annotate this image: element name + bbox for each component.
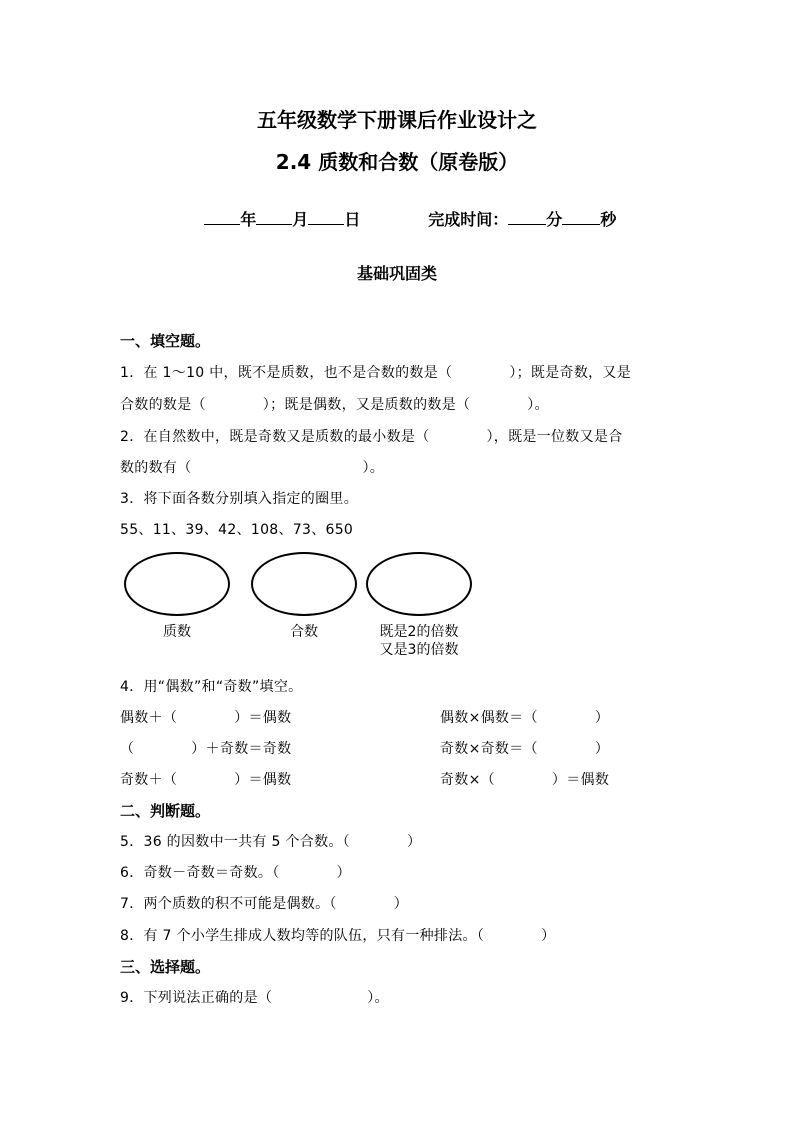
multiple-3-label: 又是3的倍数 [379,642,459,658]
month-blank [256,210,292,225]
second-label: 秒 [600,210,617,229]
category-heading: 基础巩固类 [356,264,437,283]
day-label: 日 [344,210,361,229]
year-label: 年 [240,210,257,229]
section-fill-blank: 一、填空题。 [120,332,211,350]
q4-line1: 4．用“偶数”和“奇数”填空。 [120,679,303,695]
year-blank [204,210,240,225]
composite-label: 合数 [290,624,318,640]
q4-row3-left: 奇数＋（ ）＝偶数 [120,772,292,788]
q3-line1: 3．将下面各数分别填入指定的圈里。 [120,491,359,507]
q4-row1-right: 偶数×偶数＝（ ） [440,710,610,726]
day-blank [308,210,344,225]
q7: 7．两个质数的积不可能是偶数。（ ） [120,896,409,912]
multiple-2-3-circle [366,552,472,616]
time-label: 完成时间： [428,210,509,229]
section-true-false: 二、判断题。 [120,802,211,820]
composite-circle [251,552,357,616]
minute-label: 分 [546,210,563,229]
q4-row1-left: 偶数＋（ ）＝偶数 [120,710,292,726]
month-label: 月 [292,210,309,229]
multiple-2-label: 既是2的倍数 [379,624,459,640]
second-blank [562,210,600,225]
q4-row2-right: 奇数×奇数＝（ ） [440,741,610,757]
q2-line1: 2．在自然数中，既是奇数又是质数的最小数是（ ），既是一位数又是合 [120,429,623,445]
date-line [182,188,360,249]
prime-label: 质数 [163,624,191,640]
page-subtitle: 2.4 质数和合数（原卷版） [275,150,519,174]
q1-line1: 1．在 1～10 中，既不是质数，也不是合数的数是（ ）；既是奇数，又是 [120,365,632,381]
time-line [406,188,616,249]
minute-blank [508,210,546,225]
q3-numbers: 55、11、39、42、108、73、650 [120,522,354,538]
q9: 9．下列说法正确的是（ ）。 [120,990,389,1006]
q4-row3-right: 奇数×（ ）＝偶数 [440,772,610,788]
q1-line2: 合数的数是（ ）；既是偶数，又是质数的数是（ ）。 [120,397,549,413]
section-multiple-choice: 三、选择题。 [120,958,211,976]
q5: 5．36 的因数中一共有 5 个合数。（ ） [120,834,422,850]
q8: 8．有 7 个小学生排成人数均等的队伍，只有一种排法。（ ） [120,928,556,944]
q2-line2: 数的数有（ ）。 [120,460,385,476]
page-title: 五年级数学下册课后作业设计之 [257,108,537,132]
prime-circle [124,552,230,616]
q4-row2-left: （ ）＋奇数＝奇数 [120,741,292,757]
q6: 6．奇数－奇数＝奇数。（ ） [120,865,351,881]
